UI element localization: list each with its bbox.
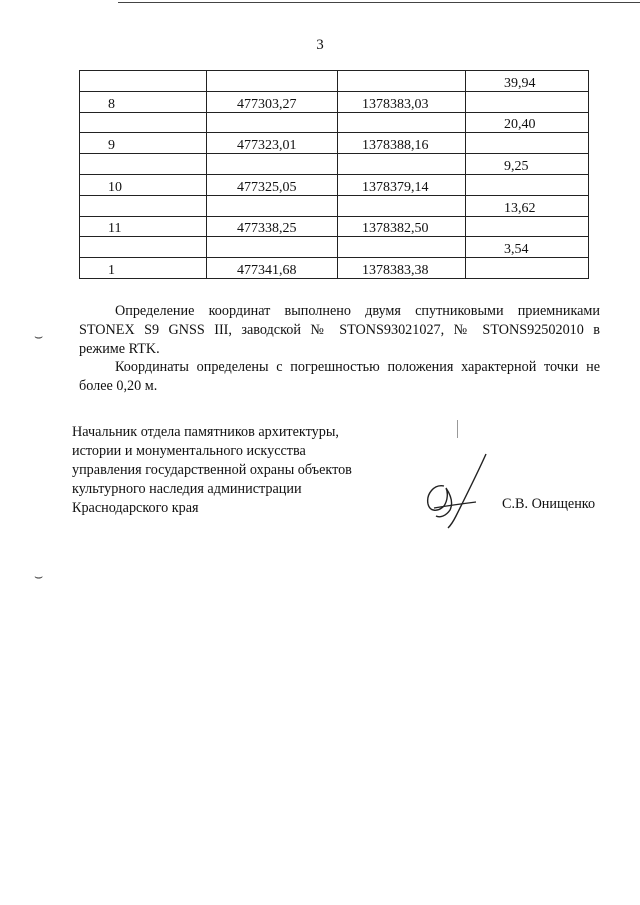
table-cell-y: 1378383,38 — [338, 258, 466, 279]
table-cell-num: 11 — [80, 216, 207, 237]
signatory-title — [72, 423, 352, 518]
margin-mark: ⌣ — [34, 330, 44, 345]
table-cell-num: 9 — [80, 133, 207, 154]
table-cell-num — [80, 195, 207, 216]
paragraph-accuracy — [79, 358, 600, 396]
table-cell-num — [80, 154, 207, 175]
signatory-title-line: Начальник отдела памятников архитектуры, — [72, 424, 339, 440]
paragraph-method — [79, 302, 600, 359]
table-row — [80, 216, 589, 237]
table-cell-num: 8 — [80, 91, 207, 112]
signatory-title-line: культурного наследия администрации — [72, 481, 302, 497]
margin-mark: ⌣ — [34, 570, 44, 585]
table-row — [80, 154, 589, 175]
table-cell-y — [338, 71, 466, 92]
table-cell-num: 10 — [80, 174, 207, 195]
table-cell-dist: 9,25 — [466, 154, 589, 175]
paragraph-line: режиме RTK. — [79, 341, 160, 357]
paragraph-line: Координаты определены с погрешностью положения характерной точки не — [115, 359, 600, 375]
table-cell-y: 1378388,16 — [338, 133, 466, 154]
top-rule — [118, 2, 640, 3]
table-cell-y — [338, 112, 466, 133]
table-cell-dist: 13,62 — [466, 195, 589, 216]
table-row — [80, 258, 589, 279]
table-cell-x: 477341,68 — [207, 258, 338, 279]
table-row — [80, 133, 589, 154]
table-cell-y: 1378382,50 — [338, 216, 466, 237]
table-row — [80, 71, 589, 92]
paragraph-line: более 0,20 м. — [79, 378, 158, 394]
table-row — [80, 174, 589, 195]
table-row — [80, 237, 589, 258]
table-cell-x — [207, 154, 338, 175]
table-cell-y — [338, 195, 466, 216]
table-cell-num — [80, 237, 207, 258]
signatory-name: С.В. Онищенко — [502, 496, 596, 512]
table-cell-num — [80, 71, 207, 92]
table-cell-dist — [466, 216, 589, 237]
table-row — [80, 195, 589, 216]
table-cell-dist — [466, 133, 589, 154]
coordinates-table — [79, 70, 589, 279]
table-cell-x: 477303,27 — [207, 91, 338, 112]
table-cell-y: 1378383,03 — [338, 91, 466, 112]
table-cell-x: 477338,25 — [207, 216, 338, 237]
paragraph-line: Определение координат выполнено двумя спутниковыми приемниками — [115, 303, 600, 319]
table-cell-dist: 3,54 — [466, 237, 589, 258]
table-cell-dist: 20,40 — [466, 112, 589, 133]
table-row — [80, 91, 589, 112]
table-row — [80, 112, 589, 133]
table-cell-x — [207, 195, 338, 216]
signatory-title-line: Краснодарского края — [72, 500, 199, 516]
table-cell-x — [207, 237, 338, 258]
table-cell-dist — [466, 258, 589, 279]
signatory-title-line: управления государственной охраны объектов — [72, 462, 352, 478]
table-cell-y: 1378379,14 — [338, 174, 466, 195]
handwritten-signature — [420, 450, 490, 530]
table-cell-y — [338, 237, 466, 258]
table-cell-x — [207, 112, 338, 133]
table-cell-num — [80, 112, 207, 133]
fold-line — [457, 420, 458, 438]
table-cell-num: 1 — [80, 258, 207, 279]
table-cell-dist — [466, 91, 589, 112]
page-number: 3 — [316, 37, 324, 53]
table-cell-dist — [466, 174, 589, 195]
table-cell-x: 477323,01 — [207, 133, 338, 154]
table-cell-x — [207, 71, 338, 92]
table-cell-x: 477325,05 — [207, 174, 338, 195]
table-cell-dist: 39,94 — [466, 71, 589, 92]
signatory-title-line: истории и монументального искусства — [72, 443, 306, 459]
table-cell-y — [338, 154, 466, 175]
paragraph-line: STONEX S9 GNSS III, заводской № STONS93021027, № STONS92502010 в — [79, 322, 600, 338]
